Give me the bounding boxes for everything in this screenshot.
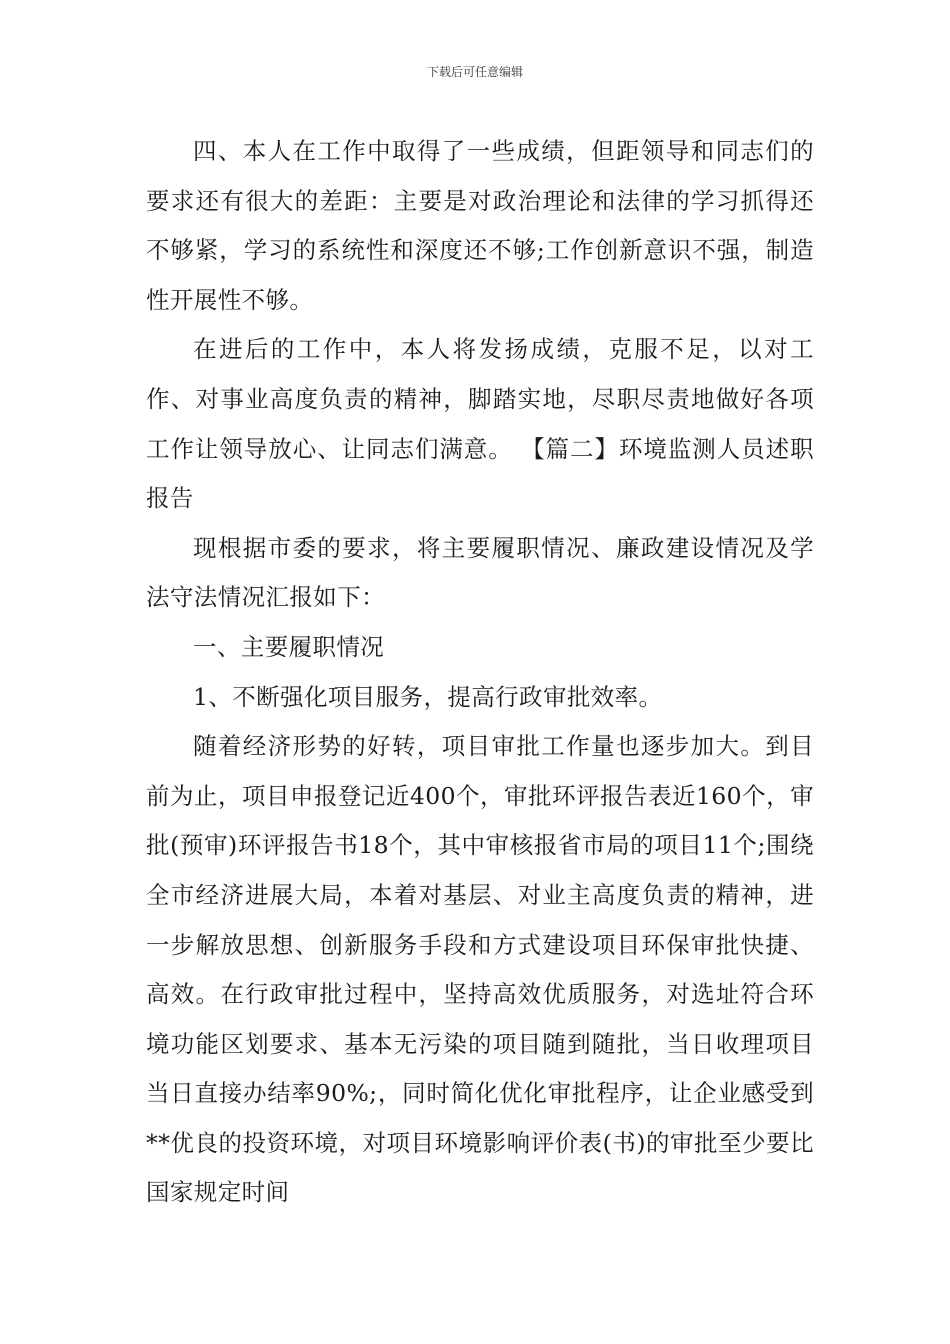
page-header-note: 下载后可任意编辑 [426,65,523,79]
paragraph-future-work: 在进后的工作中，本人将发扬成绩，克服不足，以对工作、对事业高度负责的精神，脚踏实地，尽职尽责地做好各项工作让领导放心、让同志们满意。 【篇二】环境监测人员述职报告 [146,335,814,513]
paragraph-shortcomings: 四、本人在工作中取得了一些成绩，但距领导和同志们的要求还有很大的差距：主要是对政治理论和法律的学习抓得还不够紧，学习的系统性和深度还不够;工作创新意识不强，制造性开展性不够。 [146,137,814,314]
subsection-heading-project-service: 1、不断强化项目服务，提高行政审批效率。 [193,682,663,711]
paragraph-introduction: 现根据市委的要求，将主要履职情况、廉政建设情况及学法守法情况汇报如下： [146,533,814,612]
section-heading-duties: 一、主要履职情况 [193,632,385,661]
paragraph-approval-details: 随着经济形势的好转，项目审批工作量也逐步加大。到目前为止，项目申报登记近400个，审批环评报告表近160个，审批(预审)环评报告书18个，其中审核报省市局的项目11个;围绕全市经济进展大局，本着对基层、对业主高度负责的精神，进一步解放思想、创新服务手段和方式建设项目环保审批快捷、高效。在行政审批过程中，坚持高效优质服务，对选址符合环境功能区划要求、基本无污染的项目随到随批，当日收理项目当日直接办结率90%;，同时简化优化审批程序，让企业感受到**优良的投资环境，对项目环境影响评价表(书)的审批至少要比国家规定时间 [146,732,814,1207]
document-body [146,127,814,1218]
